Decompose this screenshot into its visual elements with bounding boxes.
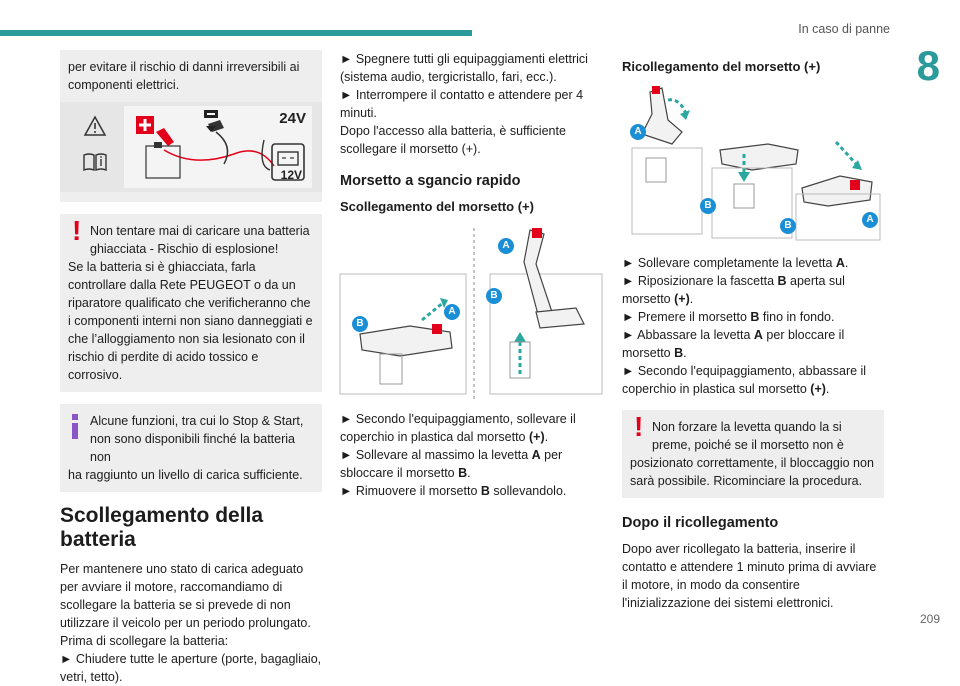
battery-charger-picture: [124, 106, 312, 188]
info-icon: [72, 414, 80, 439]
step-lift-lever: ► Sollevare al massimo la levetta A per sbloccare il morsetto B.: [340, 448, 563, 480]
step-reposition-clip: ► Riposizionare la fascetta B aperta sul morsetto (+).: [622, 274, 845, 306]
warning-triangle-icon: [84, 116, 106, 136]
disconnect-illustration: [340, 224, 602, 400]
terminal-disconnect-drawing: [340, 224, 602, 400]
subheading-disconnect-terminal: Scollegamento del morsetto (+): [340, 199, 534, 214]
voltage-12v-label: 12V: [280, 168, 302, 182]
warning-exclamation-icon: !: [634, 411, 644, 442]
warning1-rest: Se la batteria si è ghiacciata, farla controllare dalla Rete PEUGEOT o da un riparatore qualificato che verificheranno che i componenti interni non siano danneggiati e che l’alloggiamento non sia lesionato con il rischio di perdite di acido tossico e corrosivo.: [68, 260, 313, 382]
page-number: 209: [919, 612, 940, 626]
badge-a-right: A: [498, 238, 514, 254]
step-close-openings: ► Chiudere tutte le aperture (porte, bagagliaio, vetri, tetto).: [60, 652, 322, 684]
intro-text: per evitare il rischio di danni irreversibili ai componenti elettrici.: [68, 60, 300, 92]
heading-quick-release: Morsetto a sgancio rapido: [340, 173, 521, 189]
badge-a-top: A: [630, 124, 646, 140]
step-press-terminal: ► Premere il morsetto B fino in fondo.: [622, 310, 835, 324]
charging-panel: [60, 50, 322, 202]
badge-b-left: B: [352, 316, 368, 332]
info-stop-start: [60, 404, 322, 492]
info1-rest: ha raggiunto un livello di carica sufficiente.: [68, 468, 303, 482]
manual-book-icon: [82, 152, 108, 172]
terminal-reconnect-drawing: [622, 84, 884, 244]
badge-a-left: A: [444, 304, 460, 320]
column-1: [60, 50, 322, 686]
badge-b-middle: B: [700, 198, 716, 214]
header-accent-bar: [0, 30, 472, 36]
step-lower-cover: ► Secondo l'equipaggiamento, abbassare il coperchio in plastica sul morsetto (+).: [622, 364, 867, 396]
warning-exclamation-icon: !: [72, 215, 82, 246]
badge-a-right: A: [862, 212, 878, 228]
charger-illustration-panel: [60, 102, 322, 192]
badge-b-right: B: [486, 288, 502, 304]
step-switch-off: ► Spegnere tutti gli equipaggiamenti elettrici (sistema audio, tergicristallo, fari, ecc.).: [340, 52, 588, 84]
info1-first: Alcune funzioni, tra cui lo Stop & Start, non sono disponibili finché la batteria non: [90, 414, 304, 464]
step-ignition-off: ► Interrompere il contatto e attendere per 4 minuti.: [340, 88, 584, 120]
column-3: [622, 50, 884, 612]
warning-lever: [622, 410, 884, 498]
subheading-reconnect-terminal: Ricollegamento del morsetto (+): [622, 59, 821, 74]
section-title: In caso di panne: [798, 22, 890, 36]
chapter-number: 8: [916, 42, 940, 89]
step-raise-lever: ► Sollevare completamente la levetta A.: [622, 256, 849, 270]
reconnect-illustration: [622, 84, 884, 244]
para-disconnect: Per mantenere uno stato di carica adeguato per avviare il motore, raccomandiamo di scollegare la batteria se si prevede di non utilizzare il veicolo per un periodo prolungato.: [60, 562, 311, 630]
step-remove-terminal: ► Rimuovere il morsetto B sollevandolo.: [340, 484, 567, 498]
para-access: Dopo l'accesso alla batteria, è sufficiente scollegare il morsetto (+).: [340, 124, 566, 156]
column-2: [340, 50, 602, 500]
badge-b-right: B: [780, 218, 796, 234]
para-after-reconnect: Dopo aver ricollegato la batteria, inserire il contatto e attendere 1 minuto prima di avviare il motore, in modo da consentire l'inizializzazione dei sistemi elettronici.: [622, 542, 877, 610]
step-lower-lever: ► Abbassare la levetta A per bloccare il morsetto B.: [622, 328, 845, 360]
warning2-rest: posizionato correttamente, il bloccaggio non sarà possibile. Ricominciare la procedura.: [630, 456, 874, 488]
para-before: Prima di scollegare la batteria:: [60, 634, 229, 648]
warning1-first: Non tentare mai di caricare una batteria ghiacciata - Rischio di esplosione!: [90, 224, 310, 256]
warning-frozen-battery: [60, 214, 322, 392]
voltage-24v-label: 24V: [279, 110, 306, 127]
heading-disconnect-battery: Scollegamento della batteria: [60, 504, 264, 551]
warning2-first: Non forzare la levetta quando la si preme, poiché se il morsetto non è: [652, 420, 844, 452]
step-lift-cover: ► Secondo l'equipaggiamento, sollevare il coperchio in plastica dal morsetto (+).: [340, 412, 576, 444]
heading-after-reconnect: Dopo il ricollegamento: [622, 515, 779, 531]
